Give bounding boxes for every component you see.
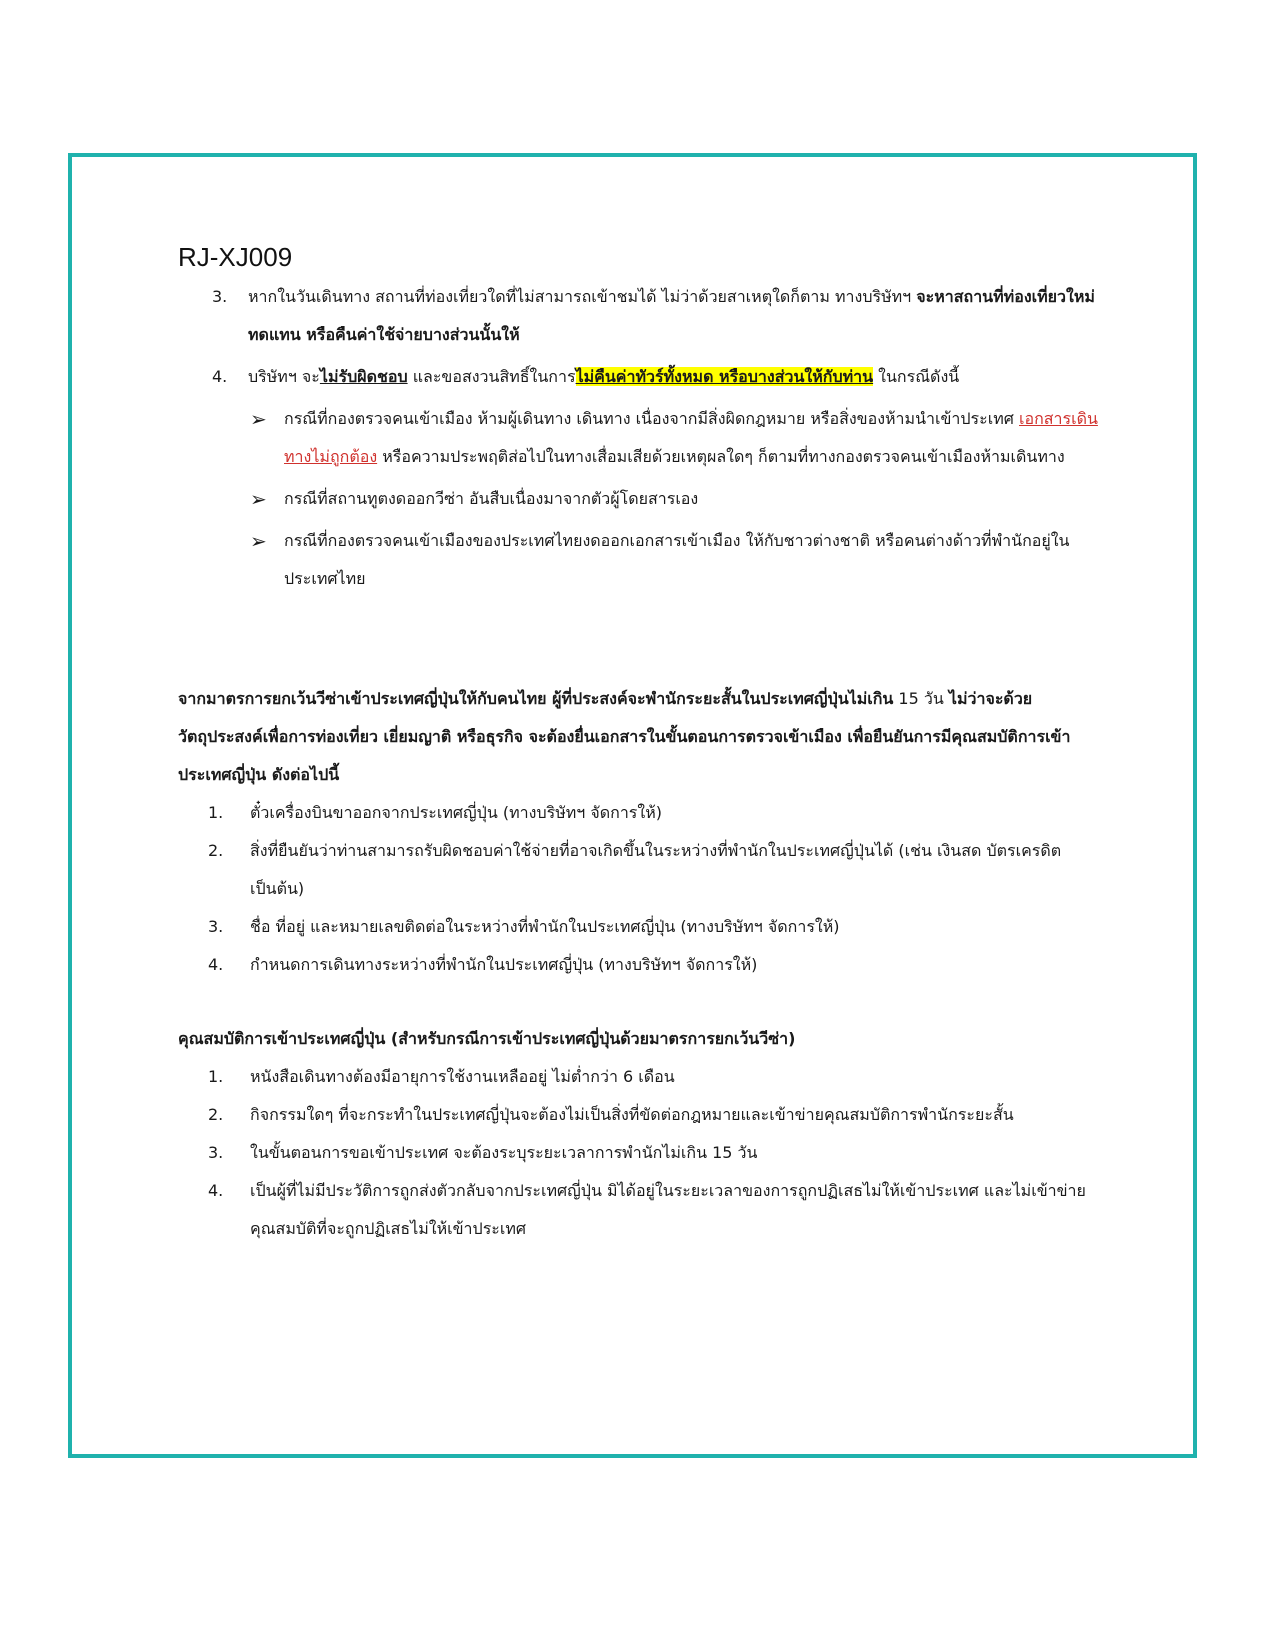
visa-exemption-intro — [178, 680, 1108, 794]
bullet-item-embassy — [178, 480, 1108, 518]
item-text: ในกรณีดังนี้ — [873, 367, 960, 386]
bullet-item-thai-immigration — [178, 522, 1108, 598]
item-text: หากในวันเดินทาง สถานที่ท่องเที่ยวใดที่ไม่สามารถเข้าชมได้ ไม่ว่าด้วยสาเหตุใดก็ตาม ทางบริษัทฯ — [248, 287, 917, 306]
item-number: 1. — [208, 1067, 224, 1086]
condition-item-4 — [178, 358, 1108, 396]
intro-bold-text: จากมาตรการยกเว้นวีซ่าเข้าประเทศญี่ปุ่นให้กับคนไทย ผู้ที่ประสงค์จะพำนักระยะสั้นในประเทศญี่ปุ่นไม่เกิน — [178, 689, 894, 708]
item-text: กิจกรรมใดๆ ที่จะกระทำในประเทศญี่ปุ่นจะต้องไม่เป็นสิ่งที่ขัดต่อกฎหมายและเข้าข่ายคุณสมบัติการพำนักระยะสั้น — [250, 1105, 1014, 1124]
item-number: 3. — [208, 1143, 224, 1162]
item-text: หนังสือเดินทางต้องมีอายุการใช้งานเหลืออยู่ ไม่ต่ำกว่า 6 เดือน — [250, 1067, 675, 1086]
list-item — [178, 1096, 1108, 1134]
bullet-text: หรือความประพฤติส่อไปในทางเสื่อมเสียด้วยเหตุผลใดๆ ก็ตามที่ทางกองตรวจคนเข้าเมืองห้ามเดินทาง — [377, 447, 1065, 466]
bullet-text: กรณีที่สถานทูตงดออกวีซ่า อันสืบเนื่องมาจากตัวผู้โดยสารเอง — [284, 489, 699, 508]
not-responsible-text: ไม่รับผิดชอบ — [319, 367, 408, 386]
item-number: 2. — [208, 841, 224, 860]
bullet-text: กรณีที่กองตรวจคนเข้าเมืองของประเทศไทยงดออกเอกสารเข้าเมือง ให้กับชาวต่างชาติ หรือคนต่างด้าวที่พำนักอยู่ในประเทศไทย — [284, 531, 1070, 588]
list-item — [178, 794, 1108, 832]
arrow-bullet-icon: ➢ — [250, 529, 267, 553]
intro-plain-text: 15 วัน — [893, 689, 949, 708]
item-number: 3. — [212, 287, 228, 306]
item-text-bold: จะหาสถานที่ท่องเที่ยวใหม่ทดแทน หรือคืนค่าใช้จ่ายบางส่วนนั้นให้ — [248, 287, 1095, 344]
item-text: และขอสงวนสิทธิ์ในการ — [407, 367, 576, 386]
list-item — [178, 832, 1108, 908]
bullet-text: กรณีที่กองตรวจคนเข้าเมือง ห้ามผู้เดินทาง เดินทาง เนื่องจากมีสิ่งผิดกฎหมาย หรือสิ่งของห้ามนำเข้าประเทศ — [284, 409, 1019, 428]
intro-bold-text: ไม่ว่าจะด้วยวัตถุประสงค์เพื่อการท่องเที่ยว เยี่ยมญาติ หรือธุรกิจ จะต้องยื่นเอกสารในขั้นตอนการตรวจเข้าเมือง เพื่อยืนยันการมีคุณสมบัติการเข้าประเทศญี่ปุ่น ดังต่อไปนี้ — [178, 689, 1071, 784]
list-item — [178, 1134, 1108, 1172]
list-item — [178, 946, 1108, 984]
document-content — [178, 240, 1108, 1248]
item-number: 3. — [208, 917, 224, 936]
invalid-documents-text: เอกสารเดินทางไม่ถูกต้อง — [284, 409, 1098, 466]
qualifications-title: คุณสมบัติการเข้าประเทศญี่ปุ่น (สำหรับกรณีการเข้าประเทศญี่ปุ่นด้วยมาตรการยกเว้นวีซ่า) — [178, 1029, 796, 1048]
item-number: 2. — [208, 1105, 224, 1124]
visa-documents-list — [178, 794, 1108, 984]
highlighted-no-refund-text: ไม่คืนค่าทัวร์ทั้งหมด หรือบางส่วนให้กับท่าน — [575, 367, 874, 386]
arrow-bullet-icon: ➢ — [250, 487, 267, 511]
item-text: สิ่งที่ยืนยันว่าท่านสามารถรับผิดชอบค่าใช้จ่ายที่อาจเกิดขึ้นในระหว่างที่พำนักในประเทศญี่ปุ่นได้ (เช่น เงินสด บัตรเครดิต เป็นต้น) — [250, 841, 1062, 898]
item-number: 1. — [208, 803, 224, 822]
list-item — [178, 908, 1108, 946]
item-text: ตั๋วเครื่องบินขาออกจากประเทศญี่ปุ่น (ทางบริษัทฯ จัดการให้) — [250, 803, 662, 822]
item-text: บริษัทฯ จะ — [248, 367, 320, 386]
arrow-bullet-icon: ➢ — [250, 407, 267, 431]
item-number: 4. — [208, 1181, 224, 1200]
condition-item-3 — [178, 278, 1108, 354]
qualifications-list — [178, 1058, 1108, 1248]
document-code: RJ-XJ009 — [178, 242, 293, 272]
item-number: 4. — [208, 955, 224, 974]
list-item — [178, 1172, 1108, 1248]
item-text: เป็นผู้ที่ไม่มีประวัติการถูกส่งตัวกลับจากประเทศญี่ปุ่น มิได้อยู่ในระยะเวลาของการถูกปฏิเสธไม่ให้เข้าประเทศ และไม่เข้าข่ายคุณสมบัติที่จะถูกปฏิเสธไม่ให้เข้าประเทศ — [250, 1181, 1086, 1238]
item-text: ในขั้นตอนการขอเข้าประเทศ จะต้องระบุระยะเวลาการพำนักไม่เกิน 15 วัน — [250, 1143, 758, 1162]
bullet-item-immigration — [178, 400, 1108, 476]
item-text: ชื่อ ที่อยู่ และหมายเลขติดต่อในระหว่างที่พำนักในประเทศญี่ปุ่น (ทางบริษัทฯ จัดการให้) — [250, 917, 840, 936]
list-item — [178, 1058, 1108, 1096]
item-text: กำหนดการเดินทางระหว่างที่พำนักในประเทศญี่ปุ่น (ทางบริษัทฯ จัดการให้) — [250, 955, 758, 974]
item-number: 4. — [212, 367, 228, 386]
